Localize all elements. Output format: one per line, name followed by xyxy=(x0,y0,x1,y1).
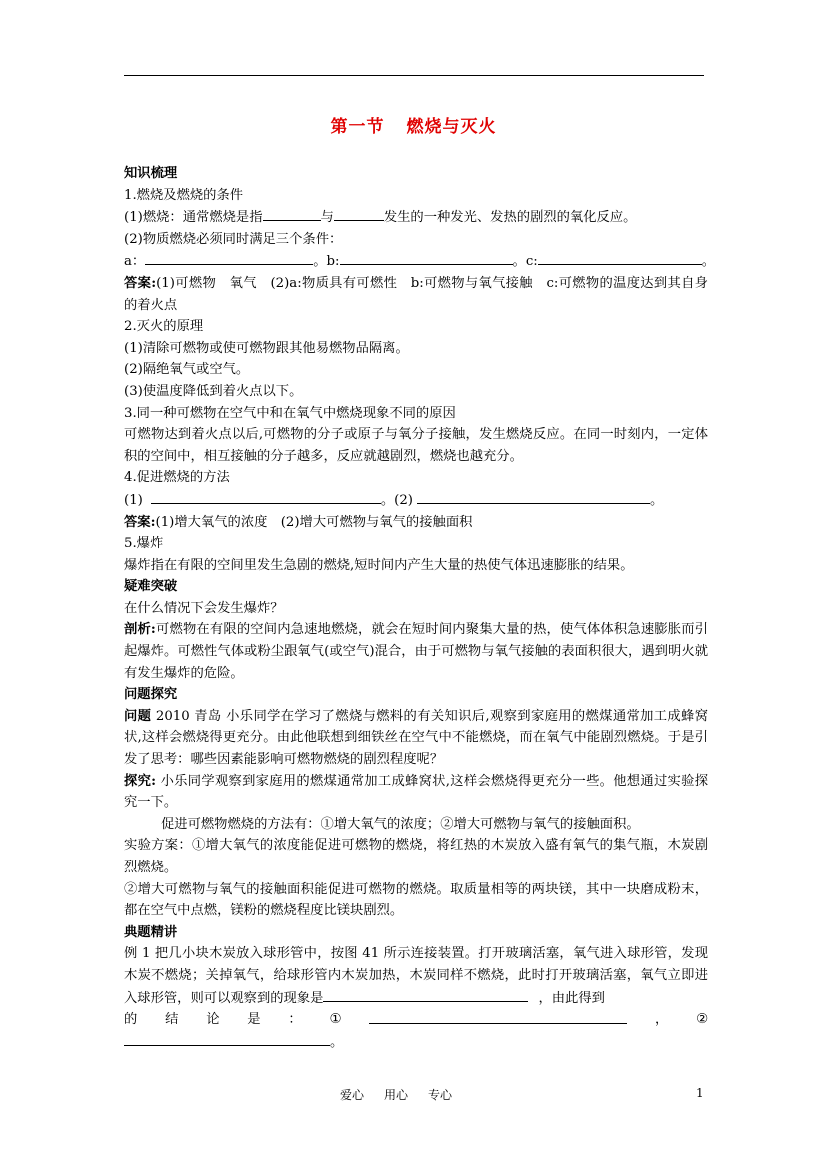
k1-conditions-line: a： 。b: 。c: 。 xyxy=(124,250,708,273)
title-section-number: 第一节 xyxy=(330,117,385,137)
k4-heading: 4.促进燃烧的方法 xyxy=(124,470,230,486)
k1-line2: (2)物质燃烧必须同时满足三个条件： xyxy=(124,231,343,247)
inquiry-exploration: 探究: 小乐同学观察到家庭用的燃煤通常加工成蜂窝状,这样会燃烧得更充分一些。他想通过实验探究一下。 xyxy=(124,773,708,811)
inquiry-plan-2: ②增大可燃物与氧气的接触面积能促进可燃物的燃烧。取质量相等的两块镁，其中一块磨成粉末，都在空气中点燃，镁粉的燃烧程度比镁块剧烈。 xyxy=(124,881,708,919)
k4-blanks-line: (1) 。(2) 。 xyxy=(124,489,708,512)
inquiry-question: 问题 2010 青岛 小乐同学在学习了燃烧与燃料的有关知识后,观察到家庭用的燃煤通常加工成蜂窝状,这样会燃烧得更充分。由此他联想到细铁丝在空气中不能燃烧，而在氧气中能剧烈燃烧。于是引发了思考：哪些因素能影响可燃物燃烧的剧烈程度呢？ xyxy=(124,708,708,768)
title-text: 燃烧与灭火 xyxy=(406,117,497,137)
k2-heading: 2.灭火的原理 xyxy=(124,319,204,335)
k2-item-1: (1)清除可燃物或使可燃物跟其他易燃物品隔离。 xyxy=(124,340,409,356)
inquiry-plan-1: 实验方案：①增大氧气的浓度能促进可燃物的燃烧，将红热的木炭放入盛有氧气的集气瓶，木炭剧烈燃烧。 xyxy=(124,838,708,875)
example-1-text: 例 1 把几小块木炭放入球形管中，按图 41 所示连接装置。打开玻璃活塞，氧气进入球形管，发现木炭不燃烧；关掉氧气，给球形管内木炭加热，木炭同样不燃烧，此时打开玻璃活塞，氧气立即进入球形管，则可以观察到的现象是 ，由此得到 xyxy=(124,946,708,1006)
k5-text: 爆炸指在有限的空间里发生急剧的燃烧,短时间内产生大量的热使气体迅速膨胀的结果。 xyxy=(124,557,634,573)
difficulty-question: 在什么情况下会发生爆炸？ xyxy=(124,600,284,616)
section-heading-examples: 典题精讲 xyxy=(124,924,178,940)
fill-blank-ex-phenomenon xyxy=(323,987,528,1002)
k2-item-3: (3)使温度降低到着火点以下。 xyxy=(124,383,303,399)
fill-blank-2 xyxy=(334,206,384,221)
fill-blank-1 xyxy=(263,206,321,221)
k3-text: 可燃物达到着火点以后,可燃物的分子或原子与氧分子接触，发生燃烧反应。在同一时刻内，一定体积的空间中，相互接触的分子越多，反应就越剧烈，燃烧也越充分。 xyxy=(124,427,708,464)
k1-answer: 答案:(1)可燃物 氧气 (2)a:物质具有可燃性 b:可燃物与氧气接触 c:可燃物的温度达到其自身的着火点 xyxy=(124,275,708,313)
fill-blank-c xyxy=(538,250,702,265)
k3-heading: 3.同一种可燃物在空气中和在氧气中燃烧现象不同的原因 xyxy=(124,405,456,421)
difficulty-analysis: 剖析:可燃物在有限的空间内急速地燃烧，就会在短时间内聚集大量的热，使气体体积急速膨胀而引起爆炸。可燃性气体或粉尘跟氧气(或空气)混合，由于可燃物与氧气接触的表面积很大，遇到明火就有发生爆炸的危险。 xyxy=(124,622,708,681)
section-heading-inquiry: 问题探究 xyxy=(124,687,178,703)
page-title xyxy=(0,112,827,137)
k1-heading: 1.燃烧及燃烧的条件 xyxy=(124,187,244,203)
section-heading-knowledge: 知识梳理 xyxy=(124,166,178,181)
fill-blank-b xyxy=(340,250,513,265)
example-1-conclusion-line: 的 结 论 是 ： ① ， ② xyxy=(124,1009,708,1031)
k2-item-2: (2)隔绝氧气或空气。 xyxy=(124,362,250,378)
document-body xyxy=(124,163,716,1053)
footer-motto: 爱心 用心 专心 xyxy=(340,1088,453,1102)
header-rule xyxy=(124,75,704,76)
page-number: 1 xyxy=(696,1086,704,1100)
k5-heading: 5.爆炸 xyxy=(124,536,164,552)
section-heading-difficulty: 疑难突破 xyxy=(124,579,178,595)
fill-blank-k4-1 xyxy=(151,489,381,504)
inquiry-methods: 促进可燃物燃烧的方法有：①增大氧气的浓度；②增大可燃物与氧气的接触面积。 xyxy=(161,816,640,832)
fill-blank-k4-2 xyxy=(417,489,650,504)
fill-blank-a xyxy=(145,250,313,265)
k1-line1: (1)燃烧：通常燃烧是指 与 发生的一种发光、发热的剧烈的氧化反应。 xyxy=(124,206,708,229)
fill-blank-ex-conclusion-1 xyxy=(369,1009,627,1024)
k4-answer: 答案:(1)增大氧气的浓度 (2)增大可燃物与氧气的接触面积 xyxy=(124,514,473,530)
example-1-last-line: 。 xyxy=(124,1031,708,1054)
fill-blank-ex-conclusion-2 xyxy=(124,1031,330,1046)
